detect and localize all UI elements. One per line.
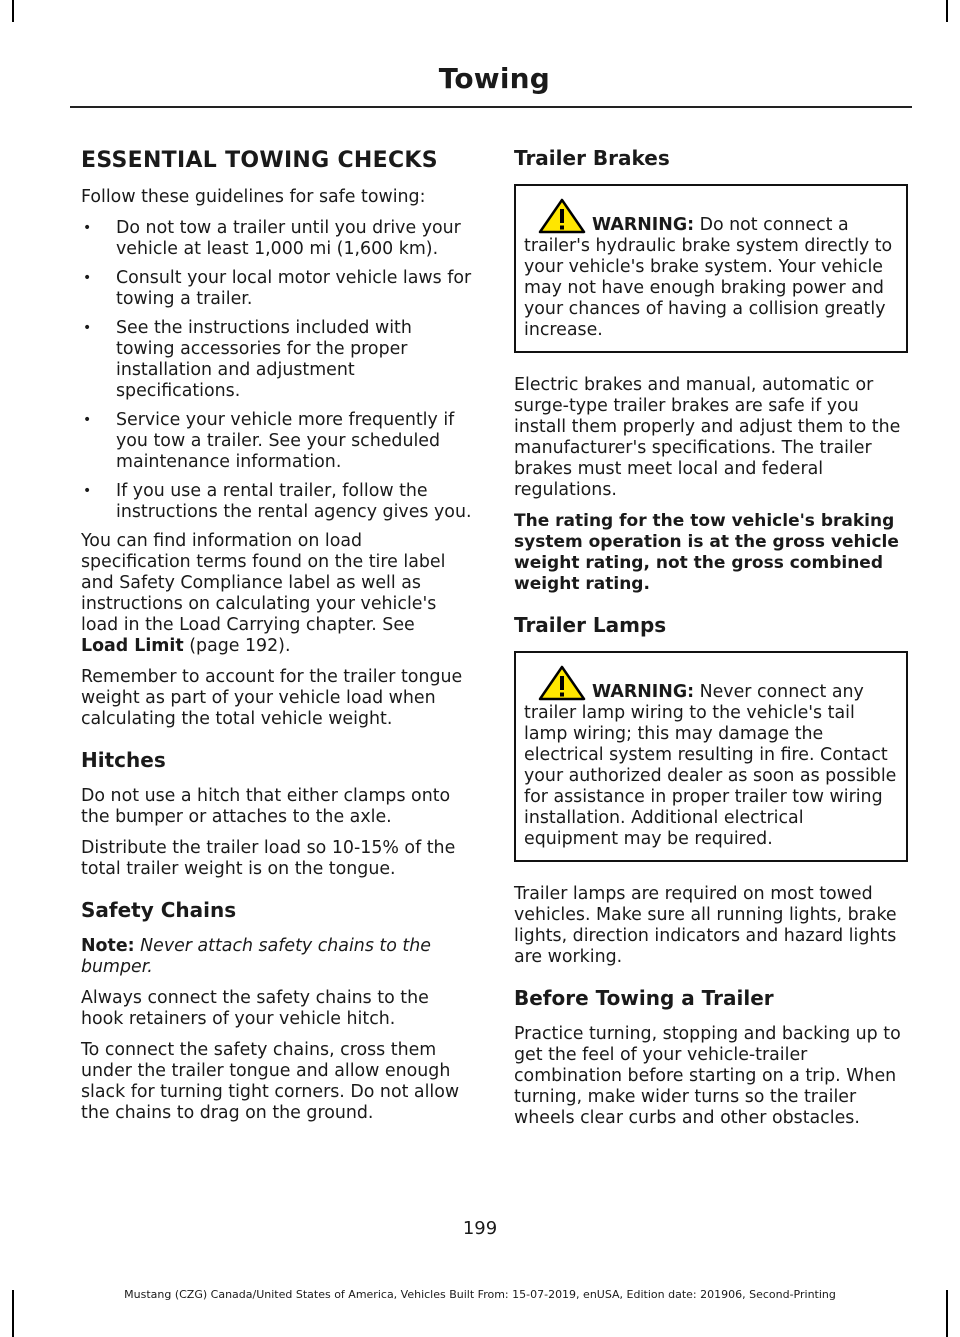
warning-text: Do not connect a trailer's hydraulic brake system directly to your vehicle's brake system. Your vehicle may not have enough braking power and your chances of having a collision greatly increase. [524,215,893,340]
load-text: You can find information on load specification terms found on the tire label and Safety Compliance label as well as instructions on calculating your vehicle's load in the Load Carrying chapter. See [81,531,446,635]
header-divider [70,106,912,108]
list-item: • Consult your local motor vehicle laws for towing a trailer. [81,268,475,310]
note-text: Never attach safety chains to the bumper. [81,936,431,977]
intro-text: Follow these guidelines for safe towing: [81,187,426,207]
page-header-title: Towing [438,62,550,95]
crop-mark-top-left [12,0,14,22]
warning-triangle-icon [538,198,586,234]
before-towing-heading: Before Towing a Trailer [514,986,774,1010]
guidelines-list [81,218,475,523]
chains-paragraph-1: Always connect the safety chains to the hook retainers of your vehicle hitch. [81,988,429,1029]
brakes-rating-note: The rating for the tow vehicle's braking system operation is at the gross vehicle weight rating, not the gross combined weight rating. [514,511,899,594]
warning-label: WARNING: [592,215,695,235]
list-item: • See the instructions included with towing accessories for the proper installation and adjustment specifications. [81,318,475,402]
safety-chains-heading: Safety Chains [81,898,237,922]
hitches-heading: Hitches [81,748,166,772]
lamps-warning-box [514,651,908,862]
page-footer: Mustang (CZG) Canada/United States of America, Vehicles Built From: 15-07-2019, enUSA, Edition date: 201906, Second-Printing [124,1288,836,1301]
load-paragraph [81,531,475,657]
before-towing-paragraph: Practice turning, stopping and backing up to get the feel of your vehicle-trailer combination before starting on a trip. When turning, make wider turns so the trailer wheels clear curbs and other obstacles. [514,1024,901,1128]
note-label: Note: [81,936,135,956]
right-column [514,140,908,1139]
warning-text: Never connect any trailer lamp wiring to the vehicle's tail lamp wiring; this may damage the electrical system resulting in fire. Contact your authorized dealer as soon as possible for assistance in proper trailer tow wiring installation. Additional electrical equipment may be required. [524,682,897,849]
section-title: ESSENTIAL TOWING CHECKS [81,148,438,173]
warning-label: WARNING: [592,682,695,702]
lamps-warning [524,665,898,850]
trailer-brakes-heading: Trailer Brakes [514,146,670,170]
brakes-warning [524,198,898,341]
list-item: • Service your vehicle more frequently if you tow a trailer. See your scheduled maintenance information. [81,410,475,473]
chains-note [81,936,475,978]
list-item: • Do not tow a trailer until you drive your vehicle at least 1,000 mi (1,600 km). [81,218,475,260]
lamps-paragraph: Trailer lamps are required on most towed vehicles. Make sure all running lights, brake lights, direction indicators and hazard lights are working. [514,884,897,967]
warning-triangle-icon [538,665,586,701]
load-limit-link[interactable]: Load Limit [81,636,184,656]
list-item: • If you use a rental trailer, follow the instructions the rental agency gives you. [81,481,475,523]
hitches-paragraph-2: Distribute the trailer load so 10-15% of the total trailer weight is on the tongue. [81,838,456,879]
chains-paragraph-2: To connect the safety chains, cross them under the trailer tongue and allow enough slack for turning tight corners. Do not allow the chains to drag on the ground. [81,1040,460,1123]
brakes-paragraph: Electric brakes and manual, automatic or surge-type trailer brakes are safe if you install them properly and adjust them to the manufacturer's specifications. The trailer brakes must meet local and federal regulations. [514,375,901,500]
hitches-paragraph-1: Do not use a hitch that either clamps onto the bumper or attaches to the axle. [81,786,451,827]
page-number: 199 [462,1218,498,1239]
brakes-warning-box [514,184,908,353]
tongue-paragraph: Remember to account for the trailer tongue weight as part of your vehicle load when calculating the total vehicle weight. [81,667,463,729]
crop-mark-top-right [946,0,948,22]
left-column [81,140,475,1134]
trailer-lamps-heading: Trailer Lamps [514,613,667,637]
load-page-ref: (page 192). [183,636,291,656]
